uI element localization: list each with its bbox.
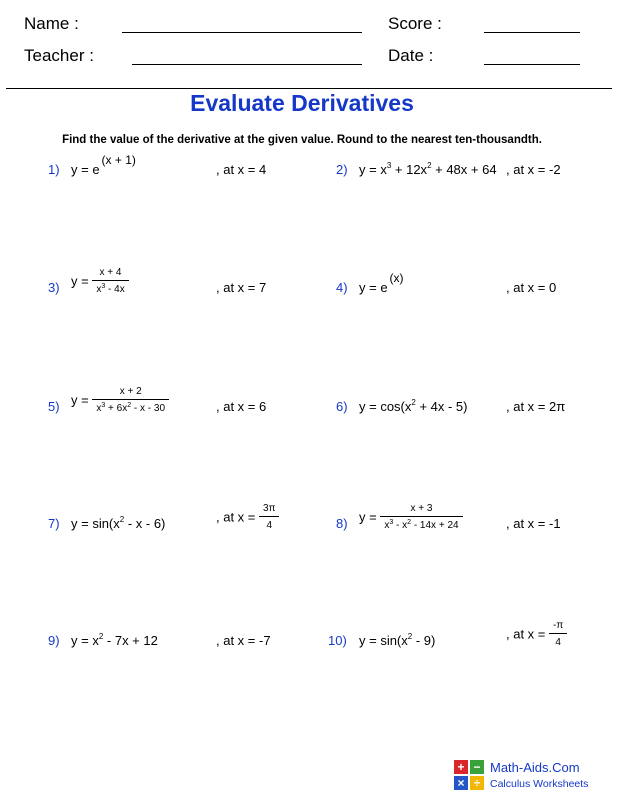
header-divider xyxy=(6,88,612,89)
problem-evaluation-point: , at x = -1 xyxy=(506,516,561,531)
problem-expression: $y = x^3 + 12x^2 + 48x + 64$ xyxy=(359,161,497,177)
fraction: $\frac{x + 3}{x^3 - x^2 - 14x + 24}$ xyxy=(380,503,462,531)
score-line[interactable] xyxy=(484,32,580,33)
logo-title[interactable]: Math-Aids.Com xyxy=(490,760,580,775)
problem-expression: y = $\frac{x + 3}{x^3 - x^2 - 14x + 24}$ xyxy=(359,504,463,532)
problem-expression: $y = \cos(x^2 + 4x - 5)$ xyxy=(359,398,468,414)
problem-evaluation-point: , at x = 6 xyxy=(216,399,267,414)
problem-evaluation-point: , at x = $\frac{-\pi}{4}$ xyxy=(506,621,567,649)
problem-number: 7) xyxy=(48,516,60,531)
problem-evaluation-point: , at x = $\frac{3\pi}{4}$ xyxy=(216,504,279,532)
page-title: Evaluate Derivatives xyxy=(190,90,414,116)
fraction: $\frac{x + 2}{x^3 + 6x^2 - x - 30}$ xyxy=(92,386,169,414)
name-label: Name : xyxy=(24,14,79,33)
problem-evaluation-point: , at x = 7 xyxy=(216,280,267,295)
score-label: Score : xyxy=(388,14,442,33)
problem-evaluation-point: , at x = -7 xyxy=(216,633,271,648)
teacher-label: Teacher : xyxy=(24,46,94,65)
date-label: Date : xyxy=(388,46,434,65)
problem-evaluation-point: , at x = 2π xyxy=(506,399,566,414)
problem-number: 9) xyxy=(48,633,60,648)
problem-expression: $y = \sin(x^2 - 9)$ xyxy=(359,632,436,648)
problem-number: 8) xyxy=(336,516,348,531)
problem-number: 1) xyxy=(48,162,60,177)
problem-number: 6) xyxy=(336,399,348,414)
teacher-line[interactable] xyxy=(132,64,362,65)
logo-subtitle: Calculus Worksheets xyxy=(490,778,589,790)
problem-expression: $y = \sin(x^2 - x - 6)$ xyxy=(71,515,166,531)
problem-evaluation-point: , at x = 0 xyxy=(506,280,557,295)
problem-expression: y = e(x) xyxy=(359,271,404,295)
problem-number: 4) xyxy=(336,280,348,295)
fraction: $\frac{-\pi}{4}$ xyxy=(549,620,567,648)
problem-number: 10) xyxy=(328,633,347,648)
name-line[interactable] xyxy=(122,32,362,33)
problem-number: 5) xyxy=(48,399,60,414)
problem-expression: y = $\frac{x + 4}{x^3 - 4x}$ xyxy=(71,268,129,296)
problem-expression: $y = x^2 - 7x + 12$ xyxy=(71,632,158,648)
problem-evaluation-point: , at x = 4 xyxy=(216,162,267,177)
problem-expression: y = $\frac{x + 2}{x^3 + 6x^2 - x - 30}$ xyxy=(71,387,169,415)
fraction: $\frac{3\pi}{4}$ xyxy=(259,503,279,531)
instructions: Find the value of the derivative at the given value. Round to the nearest ten-thousandth. xyxy=(62,134,542,146)
fraction: $\frac{x + 4}{x^3 - 4x}$ xyxy=(92,267,128,295)
operators-icon: + − × ÷ xyxy=(454,760,484,790)
date-line[interactable] xyxy=(484,64,580,65)
problem-number: 3) xyxy=(48,280,60,295)
problem-expression: y = e(x + 1) xyxy=(71,153,136,177)
problem-evaluation-point: , at x = -2 xyxy=(506,162,561,177)
problem-number: 2) xyxy=(336,162,348,177)
